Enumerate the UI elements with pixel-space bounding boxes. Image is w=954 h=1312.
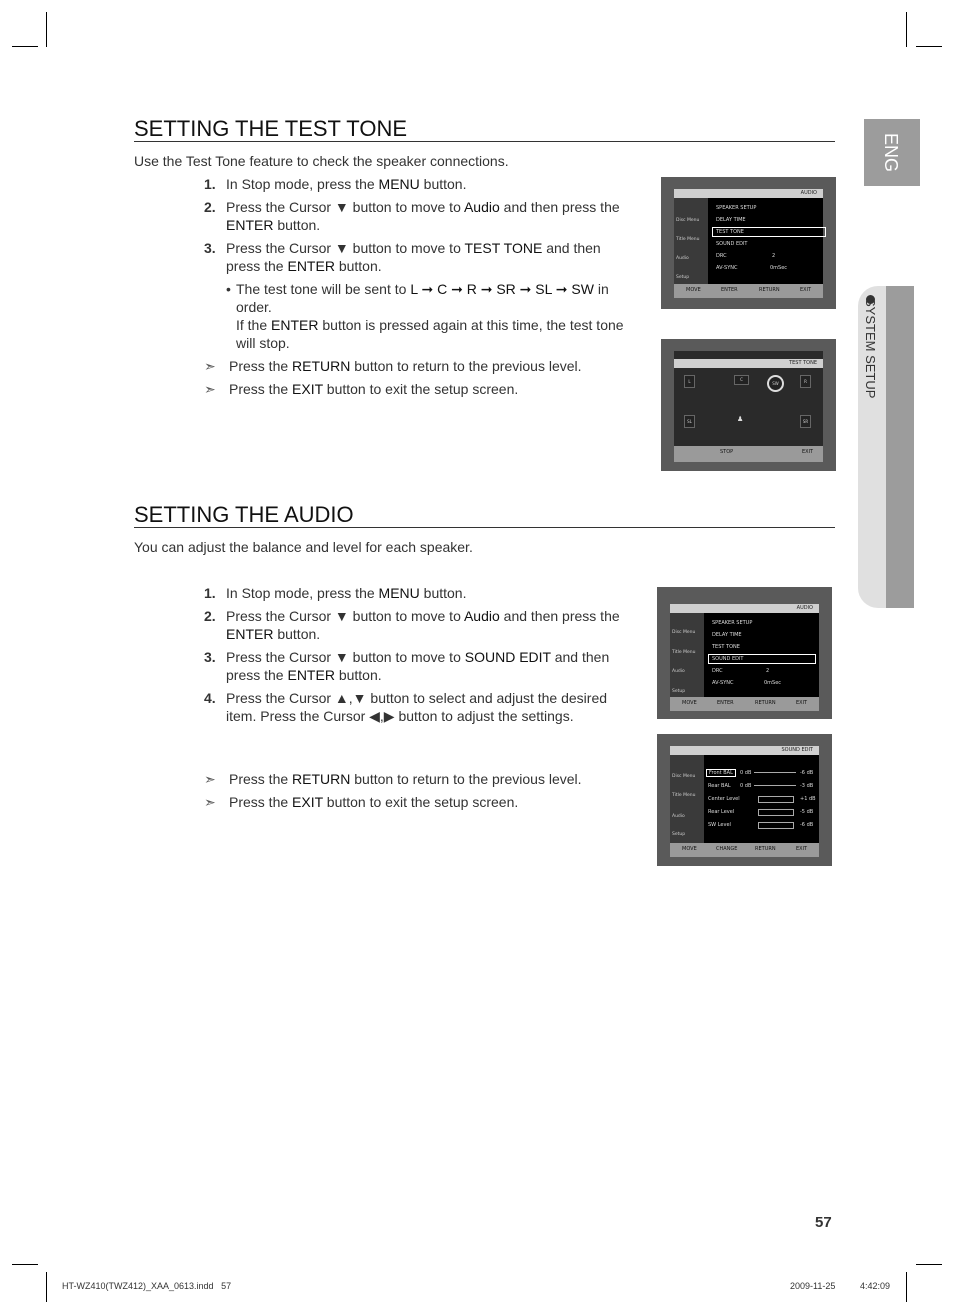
screen-sidebar: Disc Menu Title Menu Audio Setup: [674, 198, 708, 284]
sound-row-label: Rear Level: [708, 809, 735, 815]
tip-note: [204, 770, 636, 788]
section-intro: You can adjust the balance and level for each speaker.: [134, 539, 473, 555]
note-text: Press the EXIT button to exit the setup screen.: [229, 381, 519, 397]
arrow-icon: ➣: [204, 358, 216, 374]
step-text: Press the Cursor ▼ button to move to Audio and then press the ENTER button.: [226, 608, 620, 642]
step-number: 1.: [204, 585, 216, 601]
tip-note: [204, 357, 636, 375]
crop-mark: [46, 12, 47, 47]
tip-note: [204, 793, 636, 811]
menu-item: SOUND EDIT: [716, 241, 748, 247]
avsync-value: 0mSec: [764, 680, 782, 686]
crop-mark: [906, 1272, 907, 1302]
step: [204, 584, 636, 602]
step-number: 2.: [204, 199, 216, 215]
steps-list: [204, 584, 636, 730]
sound-row-value: 0 dB: [740, 783, 752, 789]
step-number: 1.: [204, 176, 216, 192]
menu-item: DRC: [712, 668, 723, 674]
screenshot-audio-menu: [661, 177, 836, 309]
speaker-icon: R: [800, 375, 811, 388]
tv-screen: [674, 351, 823, 462]
speaker-icon: C: [734, 375, 749, 385]
sound-row-right: +1 dB: [800, 796, 816, 802]
speaker-icon-active: SW: [767, 375, 784, 392]
step: [204, 648, 636, 684]
bullet-note: [204, 280, 636, 352]
tv-screen: [674, 189, 823, 298]
step: [204, 607, 636, 643]
step-number: 3.: [204, 649, 216, 665]
note-text: Press the EXIT button to exit the setup screen.: [229, 794, 519, 810]
step: [204, 689, 636, 725]
crop-mark: [916, 1264, 942, 1265]
speaker-icon: L: [684, 375, 695, 388]
avsync-value: 0mSec: [770, 265, 788, 271]
screen-header: AUDIO: [670, 604, 819, 613]
tip-note: [204, 380, 636, 398]
step-number: 4.: [204, 690, 216, 706]
menu-item-selected: TEST TONE: [712, 227, 826, 237]
bullet-dot: •: [226, 281, 231, 297]
crop-mark: [46, 1272, 47, 1302]
speaker-icon: SR: [800, 415, 811, 428]
screen-footer: MOVE CHANGE RETURN EXIT: [670, 843, 819, 857]
menu-item: DELAY TIME: [716, 217, 746, 223]
screen-header: SOUND EDIT: [670, 746, 819, 755]
sound-row-right: -6 dB: [800, 822, 814, 828]
section-title: SETTING THE AUDIO: [134, 502, 354, 527]
level-bar: [758, 796, 794, 803]
crop-mark: [12, 46, 38, 47]
step-number: 3.: [204, 240, 216, 256]
menu-item: SPEAKER SETUP: [712, 620, 753, 626]
print-footer-file: HT-WZ410(TWZ412)_XAA_0613.indd 57: [62, 1281, 232, 1291]
level-slider: [754, 785, 796, 786]
screen-footer: STOP EXIT: [674, 446, 823, 462]
sound-row-value: 0 dB: [740, 770, 752, 776]
arrow-icon: ➣: [204, 771, 216, 787]
drc-value: 2: [766, 668, 770, 674]
screen-footer: MOVE ENTER RETURN EXIT: [670, 697, 819, 711]
crop-mark: [906, 12, 907, 47]
step-text: Press the Cursor ▲,▼ button to select and adjust the desired item. Press the Cursor ◀,▶ button to adjust the settings.: [226, 690, 608, 724]
menu-item: DRC: [716, 253, 727, 259]
step-text: Press the Cursor ▼ button to move to Audio and then press the ENTER button.: [226, 199, 620, 233]
sound-row-right: -3 dB: [800, 783, 814, 789]
listener-icon: ♟: [737, 415, 744, 423]
step-text: Press the Cursor ▼ button to move to TEST TONE and then press the ENTER button.: [226, 240, 601, 274]
level-bar: [758, 809, 794, 816]
arrow-icon: ➣: [204, 794, 216, 810]
bullet-text: The test tone will be sent to L ➞ C ➞ R ➞ SR ➞ SL ➞ SW in order. If the ENTER button is pressed again at this time, the test tone will stop.: [236, 281, 624, 351]
sound-row-right: -6 dB: [800, 770, 814, 776]
steps-list: [204, 175, 636, 403]
tv-screen: [670, 604, 819, 711]
screen-sidebar: Disc Menu Title Menu Audio Setup: [670, 755, 704, 843]
screen-header: AUDIO: [674, 189, 823, 198]
section-intro: Use the Test Tone feature to check the speaker connections.: [134, 153, 509, 169]
print-footer-time: 4:42:09: [860, 1281, 891, 1291]
sound-row-label: Center Level: [708, 796, 740, 802]
menu-item: DELAY TIME: [712, 632, 742, 638]
arrow-icon: ➣: [204, 381, 216, 397]
screen-footer: MOVE ENTER RETURN EXIT: [674, 284, 823, 298]
crop-mark: [916, 46, 942, 47]
menu-item: TEST TONE: [712, 644, 740, 650]
sound-row-label: SW Level: [708, 822, 731, 828]
note-text: Press the RETURN button to return to the previous level.: [229, 358, 582, 374]
step-text: In Stop mode, press the MENU button.: [226, 585, 467, 601]
screenshot-test-tone: [661, 339, 836, 471]
page-number: 57: [815, 1214, 832, 1231]
section-title: SETTING THE TEST TONE: [134, 116, 408, 141]
menu-item-selected: SOUND EDIT: [708, 654, 816, 664]
sound-row-right: -5 dB: [800, 809, 814, 815]
menu-item: SPEAKER SETUP: [716, 205, 757, 211]
step-text: Press the Cursor ▼ button to move to SOUND EDIT and then press the ENTER button.: [226, 649, 610, 683]
level-bar: [758, 822, 794, 829]
speaker-icon: SL: [684, 415, 695, 428]
chapter-tab-edge: [886, 286, 914, 608]
menu-item: AV-SYNC: [716, 265, 738, 271]
step-number: 2.: [204, 608, 216, 624]
sound-row-label-selected: Front BAL: [706, 769, 736, 777]
menu-item: AV-SYNC: [712, 680, 734, 686]
title-rule: [134, 141, 835, 142]
lang-label: ENG: [881, 133, 901, 173]
level-slider: [754, 772, 796, 773]
title-rule: [134, 527, 835, 528]
step: [204, 175, 636, 193]
sound-row-label: Rear BAL: [708, 783, 731, 789]
crop-mark: [12, 1264, 38, 1265]
chapter-label: SYSTEM SETUP: [863, 298, 878, 399]
step-text: In Stop mode, press the MENU button.: [226, 176, 467, 192]
drc-value: 2: [772, 253, 776, 259]
screenshot-sound-edit: [657, 734, 832, 866]
screenshot-audio-menu-sound-edit: [657, 587, 832, 719]
step: [204, 198, 636, 234]
step: [204, 239, 636, 275]
print-footer-date: 2009-11-25: [790, 1281, 836, 1291]
tv-screen: [670, 746, 819, 857]
screen-header: TEST TONE: [674, 359, 823, 368]
note-text: Press the RETURN button to return to the previous level.: [229, 771, 582, 787]
screen-sidebar: Disc Menu Title Menu Audio Setup: [670, 613, 704, 697]
notes-list: [204, 770, 636, 816]
